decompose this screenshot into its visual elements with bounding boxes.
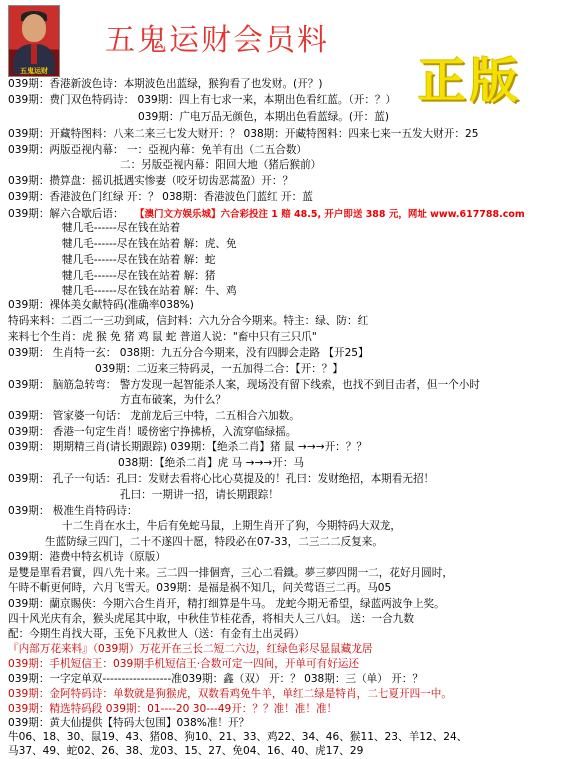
line-02: 039期：费门双色特码诗： 039期：四上有七求一来，本期出色看红蓝。（开：？） — [8, 94, 397, 106]
riddle-line-2: 犍几毛------尽在钱在站着 解：虎、免 — [62, 238, 237, 250]
line-35: 039期：蘭京賜侠：今期六合生肖开，精打细算是牛马。 龙蛇今期无希望，绿蓝两波争上奖。 — [8, 598, 445, 610]
line-22: 方直布破案，为什么？ — [120, 394, 226, 406]
line-30: 十二生肖在水土，牛后有免蛇马鼠，上期生肖开了狗，今期特码大双龙， — [62, 520, 401, 532]
riddle-line-1: 犍几毛------尽在钱在站着 — [62, 222, 181, 234]
line-03: 039期：广电万品无颜色，本期出色看蓝绿。(开：蓝) — [138, 111, 389, 123]
line-05: 039期：两版亞视内幕： 一：亞视内幕：免羊有出（二五合数） — [8, 144, 308, 156]
line-29: 039期： 极准生肖特码诗： — [8, 505, 138, 517]
number-list-1: 牛06、18、30、鼠19、43、猪08、狗10、21、33、鸡22、34、46、猴11、23、羊12、24、 — [8, 731, 468, 743]
line-25: 039期： 期期精三肖(请长期跟踪) 039期：【绝杀二肖】猪 鼠 →→→开：？？ — [8, 441, 367, 453]
line-01: 039期：香港新波色诗：本期波色出蓝绿，猴狗看了也发财。(开？) — [8, 78, 323, 90]
line-42: 039期：精选特码段 039期：01----20 30---49开：？？准！准！准！ — [8, 703, 338, 715]
casino-ad-link[interactable]: 【澳门文方娱乐城】六合彩投注 1 赔 48.5, 开户即送 388 元，网址 www.617788.com — [135, 209, 525, 220]
line-37: 配：今期生肖找大哥，玉免下凡救世人（送：有金有土出灵码） — [8, 628, 305, 640]
photo-logo: 五鬼运财 — [20, 67, 48, 75]
line-43: 039期：黄大仙提供【特码大包围】038%准！开？ — [8, 717, 250, 729]
photo-face — [22, 14, 46, 42]
page-title: 五鬼运财会员料 — [105, 23, 329, 58]
line-40: 039期：一字定单双------------------准039期：鑫（双） 开：？ 038期：三（单） 开：？ — [8, 673, 424, 685]
line-38: 『内部万花来料』（039期）万花开在三长二短二六边，红绿色彩尽显鼠藏龙居 — [8, 643, 373, 655]
line-41: 039期：金阿特码诗：单数就是狗猴虎，双数看鸡免牛羊，单红二绿是特肖，二七夏开四一中。 — [8, 688, 452, 700]
line-19: 039期： 生肖特一玄： 038期：九五分合今期来，没有四脚会走路 【开25】 — [8, 347, 369, 359]
line-36: 四十风光庆有余，猴头虎尾其中取，中秋佳节桂花香，将相夫人三八妇。 送：一合九数 — [8, 613, 414, 625]
line-09: 039期：解六合歇后语： — [8, 208, 124, 220]
line-23: 039期： 管家婆一句话： 龙前龙后三中特，二五相合六加数。 — [8, 410, 300, 422]
line-28: 孔曰：一期讲一招，请长期跟踪！ — [120, 489, 279, 501]
number-list-2: 马37、49、蛇02、26、38、龙03、15、27、免04、16、40、虎17、29 — [8, 745, 364, 757]
line-33: 是雙是單看君實，四八先十来。三二四一排個齊，三心二看鐵。夢三夢四開一二，花好月圆时， — [8, 567, 453, 579]
line-06: 二：另版亞视内幕：阳回大地（猪后猴前） — [120, 159, 322, 171]
photo-tie — [31, 44, 37, 64]
line-20: 039期：二迈来三特码灵，一五加得二合：【开：？】 — [95, 363, 343, 375]
line-32: 039期：港费中特玄机诗（原版） — [8, 551, 166, 563]
host-photo — [8, 5, 60, 77]
riddle-line-5: 犍几毛------尽在钱在站着 解：牛、鸡 — [62, 285, 237, 297]
line-39: 039期：手机短信王：039期手机短信王·合数可定一四间，开单可有好运还 — [8, 658, 360, 670]
line-31: 生蓝防绿三四门，二十不遂四十愿，特段必在07-33，二三二二反复来。 — [45, 536, 383, 548]
line-26: 038期：【绝杀二肖】虎 马 →→→开：马 — [118, 457, 305, 469]
line-34: 午時不斬更何時，六月飞雪天。039期：是福是祸不知几，问关莺语三二再。马05 — [8, 582, 392, 594]
riddle-line-4: 犍几毛------尽在钱在站着 解：猪 — [62, 270, 216, 282]
line-16: 039期：裸体美女献特码(准确率038%) — [8, 299, 194, 311]
authentic-stamp: 正版 — [418, 53, 523, 109]
line-24: 039期： 香港一句定生肖！暖傍密宁挣拂桥，入流穿临绿摇。 — [8, 426, 297, 438]
line-21: 039期： 脑筋急转弯： 警方发现一起智能杀人案，现场没有留下线索，也找不到目击者，但一个小时 — [8, 379, 480, 391]
riddle-line-3: 犍几毛------尽在钱在站着 解：蛇 — [62, 254, 216, 266]
line-27: 039期： 孔子一句话：孔曰：发财去看将心比心莫提及的！孔曰：发财绝招，本期看无招！ — [8, 473, 435, 485]
line-18: 来料七个生肖：虎 猴 免 猪 鸡 鼠 蛇 普道人说："畜中只有三只爪" — [8, 331, 317, 343]
line-07: 039期：攒算盘：摇讥抵遇实惨妻（咬牙切齿恶蒿盈）开：？ — [8, 175, 294, 187]
line-17: 特码来料：二酉二一三功到咸，信封料：六九分合今期来。特主：绿、防：红 — [8, 315, 369, 327]
line-04: 039期：开藏特图料：八来二来三七发大财开：？ 038期：开藏特图料：四来七来一五发大财开：25 — [8, 128, 479, 140]
line-08: 039期：香港波色门红绿 开：？ 038期：香港波色门蓝红 开：蓝 — [8, 191, 313, 203]
